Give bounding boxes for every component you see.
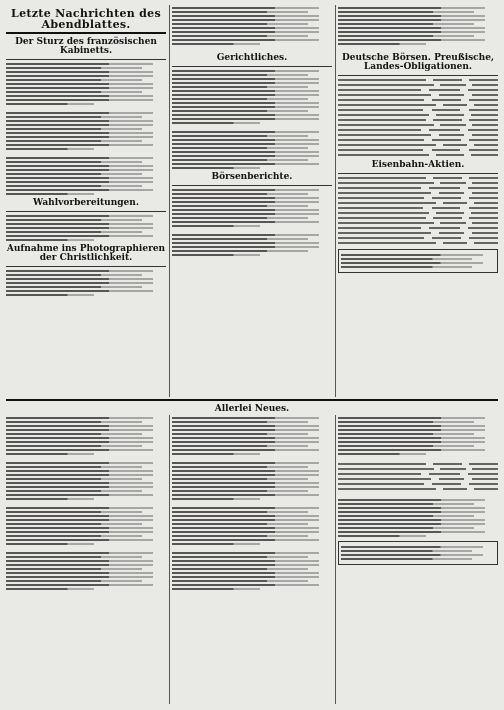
text-line bbox=[6, 120, 153, 122]
text-line bbox=[6, 112, 153, 114]
text-line bbox=[172, 151, 319, 153]
text-line bbox=[172, 78, 319, 80]
text-line bbox=[338, 7, 485, 9]
text-line bbox=[172, 106, 319, 108]
text-line bbox=[6, 177, 153, 179]
text-line bbox=[172, 74, 308, 76]
text-line bbox=[172, 159, 308, 161]
text-line bbox=[172, 102, 319, 104]
text-line bbox=[338, 11, 474, 13]
section-rule bbox=[6, 211, 166, 212]
section-title: Der Sturz des französischen Kabinetts. bbox=[15, 37, 157, 56]
column-1 bbox=[6, 5, 166, 397]
text-line bbox=[338, 43, 426, 45]
column-divider bbox=[335, 5, 336, 397]
text-line bbox=[6, 189, 153, 191]
text-line bbox=[172, 82, 319, 84]
text-line bbox=[338, 27, 485, 29]
column-divider bbox=[335, 415, 336, 704]
text-line bbox=[6, 157, 153, 159]
text-line bbox=[172, 193, 308, 195]
section-title: Wahlvorbereitungen. bbox=[33, 198, 139, 208]
bottom-title: Allerlei Neues. bbox=[214, 404, 290, 414]
section-title: Deutsche Börsen. Preußische, Landes-Obligationen. bbox=[341, 53, 495, 72]
text-line bbox=[341, 266, 472, 268]
section-title: Börsenberichte. bbox=[211, 172, 293, 182]
text-line bbox=[341, 254, 483, 256]
bottom-column-2 bbox=[172, 415, 332, 704]
main-headline: Letzte Nachrichten des Abendblattes. bbox=[11, 7, 161, 31]
section-rule bbox=[6, 59, 166, 60]
stock-table bbox=[338, 79, 498, 157]
text-line bbox=[6, 67, 142, 69]
text-line bbox=[6, 193, 94, 195]
text-line bbox=[172, 43, 260, 45]
column-2 bbox=[172, 5, 332, 397]
text-line bbox=[172, 250, 308, 252]
bottom-section bbox=[6, 397, 498, 704]
text-line bbox=[6, 63, 153, 65]
text-line bbox=[6, 223, 153, 225]
text-line bbox=[6, 235, 153, 237]
text-line bbox=[172, 98, 308, 100]
text-line bbox=[6, 87, 153, 89]
bottom-table bbox=[338, 463, 498, 491]
text-line bbox=[172, 114, 319, 116]
text-line bbox=[6, 79, 142, 81]
text-line bbox=[338, 31, 485, 33]
text-line bbox=[172, 217, 308, 219]
column-divider bbox=[169, 5, 170, 397]
bottom-column-3 bbox=[338, 415, 498, 704]
text-line bbox=[338, 39, 485, 41]
column-3 bbox=[338, 5, 498, 397]
text-line bbox=[6, 148, 94, 150]
text-line bbox=[338, 19, 485, 21]
text-line bbox=[172, 163, 319, 165]
text-line bbox=[6, 116, 142, 118]
text-line bbox=[172, 147, 308, 149]
text-line bbox=[6, 128, 142, 130]
text-line bbox=[172, 167, 260, 169]
text-line bbox=[6, 215, 153, 217]
text-line bbox=[172, 139, 319, 141]
text-line bbox=[172, 201, 319, 203]
text-line bbox=[6, 169, 153, 171]
text-line bbox=[6, 219, 142, 221]
text-line bbox=[6, 144, 153, 146]
text-line bbox=[172, 23, 308, 25]
section-rule bbox=[338, 173, 498, 174]
text-line bbox=[172, 234, 319, 236]
text-line bbox=[172, 110, 308, 112]
text-line bbox=[172, 118, 319, 120]
section-rule bbox=[172, 66, 332, 67]
text-line bbox=[6, 274, 142, 276]
text-line bbox=[172, 122, 260, 124]
top-section bbox=[6, 5, 498, 397]
text-line bbox=[6, 227, 153, 229]
section-rule bbox=[6, 266, 166, 267]
text-line bbox=[172, 254, 260, 256]
text-line bbox=[172, 197, 319, 199]
text-line bbox=[6, 231, 142, 233]
text-line bbox=[172, 39, 319, 41]
bottom-column-1 bbox=[6, 415, 166, 704]
text-line bbox=[6, 83, 153, 85]
text-line bbox=[341, 258, 472, 260]
text-line bbox=[6, 95, 153, 97]
text-line bbox=[6, 71, 153, 73]
text-line bbox=[172, 90, 319, 92]
text-line bbox=[6, 185, 142, 187]
text-line bbox=[172, 31, 319, 33]
text-line bbox=[172, 7, 319, 9]
text-line bbox=[6, 124, 153, 126]
text-line bbox=[6, 140, 142, 142]
text-line bbox=[338, 15, 485, 17]
text-line bbox=[6, 136, 153, 138]
section-rule bbox=[172, 185, 332, 186]
text-line bbox=[172, 19, 319, 21]
text-line bbox=[6, 181, 153, 183]
text-line bbox=[6, 132, 153, 134]
text-line bbox=[338, 23, 474, 25]
text-line bbox=[172, 135, 308, 137]
text-line bbox=[172, 205, 308, 207]
section-title: Gerichtliches. bbox=[216, 53, 288, 63]
text-line bbox=[172, 213, 319, 215]
text-line bbox=[6, 173, 142, 175]
text-line bbox=[338, 35, 474, 37]
text-line bbox=[172, 70, 319, 72]
text-line bbox=[6, 75, 153, 77]
text-line bbox=[172, 143, 319, 145]
text-line bbox=[172, 238, 308, 240]
text-line bbox=[6, 294, 94, 296]
text-line bbox=[172, 189, 319, 191]
headline-rule bbox=[6, 32, 166, 34]
text-line bbox=[6, 161, 142, 163]
text-line bbox=[172, 35, 308, 37]
bottom-rule bbox=[6, 399, 498, 401]
text-line bbox=[172, 86, 308, 88]
rail-table bbox=[338, 177, 498, 245]
text-line bbox=[6, 91, 142, 93]
text-line bbox=[172, 242, 319, 244]
section-title: Eisenbahn-Aktien. bbox=[371, 160, 465, 170]
text-line bbox=[6, 278, 153, 280]
notice-box bbox=[338, 249, 498, 273]
section-title: Aufnahme ins Photographieren der Christlichkeit. bbox=[6, 244, 166, 263]
section-rule bbox=[338, 75, 498, 76]
text-line bbox=[6, 286, 142, 288]
text-line bbox=[6, 282, 153, 284]
text-line bbox=[6, 165, 153, 167]
text-line bbox=[341, 262, 483, 264]
text-line bbox=[172, 246, 319, 248]
notice-box-bottom bbox=[338, 541, 498, 565]
text-line bbox=[6, 290, 153, 292]
text-line bbox=[6, 239, 94, 241]
text-line bbox=[6, 103, 94, 105]
text-line bbox=[172, 27, 319, 29]
text-line bbox=[172, 11, 308, 13]
text-line bbox=[6, 99, 153, 101]
text-line bbox=[172, 15, 319, 17]
text-line bbox=[172, 94, 319, 96]
text-line bbox=[172, 131, 319, 133]
text-line bbox=[172, 155, 319, 157]
text-line bbox=[172, 209, 319, 211]
text-line bbox=[172, 225, 260, 227]
column-divider bbox=[169, 415, 170, 704]
text-line bbox=[6, 270, 153, 272]
text-line bbox=[172, 221, 319, 223]
